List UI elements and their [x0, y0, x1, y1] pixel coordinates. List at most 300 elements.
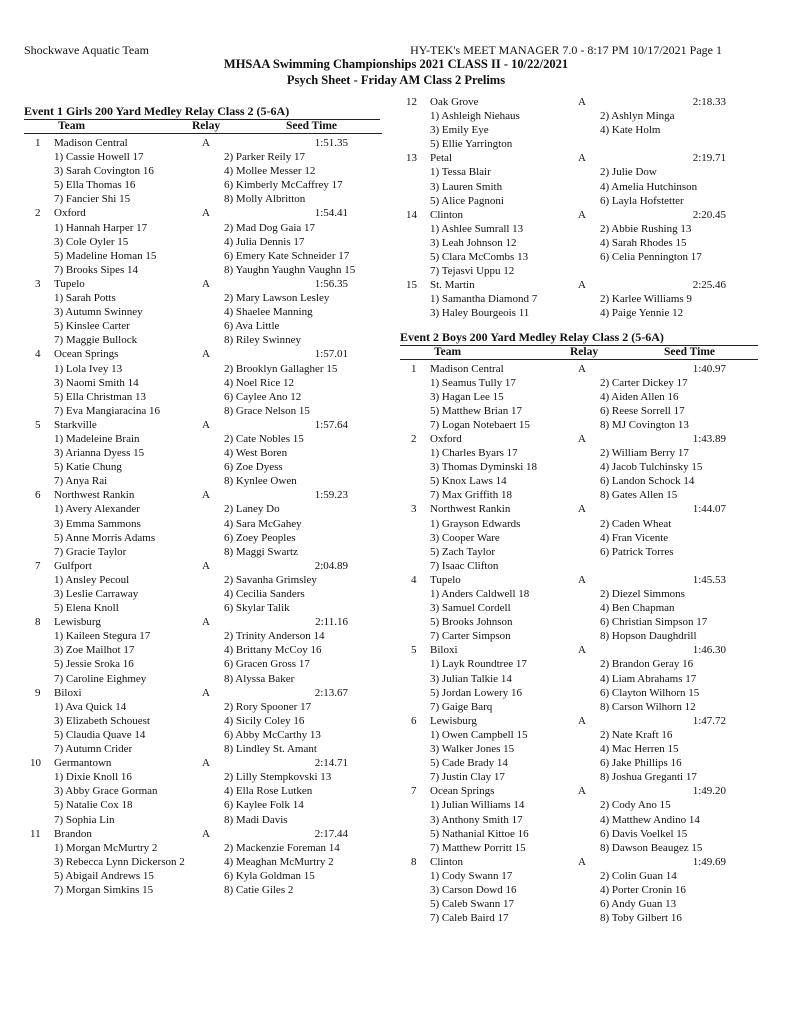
- swimmer-name: 3) Zoe Mailhot 17: [54, 644, 135, 657]
- relay-entry-row: [24, 615, 380, 629]
- col-seed-header: Seed Time: [664, 345, 716, 358]
- swimmer-name: 3) Hagan Lee 15: [430, 390, 504, 403]
- swimmer-row: [400, 545, 758, 559]
- entry-place: 12: [406, 96, 417, 108]
- entry-relay: A: [202, 686, 210, 699]
- swimmer-name: 6) Skylar Talik: [224, 602, 290, 615]
- swimmer-name: 1) Ashlee Sumrall 13: [430, 222, 524, 235]
- swimmer-name: 8) Joshua Greganti 17: [600, 771, 697, 784]
- swimmer-name: 8) Hopson Daughdrill: [600, 630, 697, 643]
- swimmer-name: 1) Lola Ivey 13: [54, 362, 123, 375]
- entry-team: Starkville: [54, 418, 97, 431]
- swimmer-row: [400, 911, 758, 925]
- entry-place: 2: [35, 207, 41, 220]
- swimmer-row: [24, 798, 380, 812]
- entry-relay: A: [202, 559, 210, 572]
- entry-team: St. Martin: [430, 279, 475, 292]
- swimmer-name: 1) Hannah Harper 17: [54, 221, 148, 234]
- swimmer-row: [24, 657, 380, 671]
- swimmer-name: 2) Lilly Stempkovski 13: [224, 771, 332, 784]
- swimmer-row: [24, 700, 380, 714]
- swimmer-name: 6) Reese Sorrell 17: [600, 404, 685, 417]
- entry-relay: A: [578, 503, 586, 516]
- swimmer-name: 6) Emery Kate Schneider 17: [224, 249, 350, 262]
- swimmer-row: [24, 742, 380, 756]
- entry-place: 8: [411, 855, 417, 868]
- swimmer-row: [24, 545, 380, 559]
- swimmer-name: 4) Brittany McCoy 16: [224, 644, 322, 657]
- col-seed-header: Seed Time: [286, 120, 338, 132]
- relay-entry-row: [400, 208, 758, 222]
- col-team-header: Team: [58, 120, 86, 132]
- swimmer-row: [24, 474, 380, 488]
- swimmer-row: [400, 897, 758, 911]
- swimmer-name: 7) Max Griffith 18: [430, 489, 512, 502]
- swimmer-row: [400, 194, 758, 208]
- swimmer-name: 6) Patrick Torres: [600, 545, 674, 558]
- event2-entries: [400, 362, 758, 926]
- event1-entries-right: [400, 95, 758, 321]
- swimmer-name: 6) Davis Voelkel 15: [600, 827, 688, 840]
- entry-place: 4: [35, 348, 41, 361]
- entry-seed-time: 2:11.16: [315, 616, 348, 629]
- swimmer-name: 5) Ella Christman 13: [54, 390, 146, 403]
- entry-seed-time: 1:57.01: [314, 348, 348, 361]
- swimmer-name: 2) Colin Guan 14: [600, 869, 677, 882]
- swimmer-row: [400, 404, 758, 418]
- entry-place: 5: [411, 644, 417, 657]
- swimmer-row: [24, 235, 380, 249]
- swimmer-row: [400, 376, 758, 390]
- swimmer-row: [24, 714, 380, 728]
- swimmer-row: [24, 164, 380, 178]
- entry-place: 14: [406, 208, 417, 221]
- swimmer-row: [24, 291, 380, 305]
- entry-relay: A: [202, 616, 210, 629]
- swimmer-name: 6) Jake Phillips 16: [600, 757, 682, 770]
- swimmer-row: [400, 390, 758, 404]
- swimmer-row: [24, 376, 380, 390]
- relay-entry-row: [400, 362, 758, 376]
- swimmer-row: [400, 770, 758, 784]
- event2-column-headers: [400, 346, 758, 359]
- entry-place: 7: [411, 785, 417, 798]
- entry-relay: A: [202, 277, 210, 290]
- swimmer-row: [400, 123, 758, 137]
- swimmer-name: 1) Kaileen Stegura 17: [54, 630, 151, 643]
- swimmer-row: [400, 264, 758, 278]
- swimmer-name: 7) Caroline Eighmey: [54, 672, 147, 685]
- swimmer-name: 4) Liam Abrahams 17: [600, 672, 697, 685]
- swimmer-row: [400, 109, 758, 123]
- swimmer-row: [24, 770, 380, 784]
- swimmer-row: [24, 629, 380, 643]
- swimmer-name: 2) Karlee Williams 9: [600, 293, 692, 306]
- entry-team: Northwest Rankin: [430, 503, 511, 516]
- swimmer-name: 6) Zoey Peoples: [224, 531, 296, 544]
- swimmer-name: 3) Arianna Dyess 15: [54, 447, 145, 460]
- swimmer-row: [24, 587, 380, 601]
- relay-entry-row: [24, 686, 380, 700]
- entry-seed-time: 1:57.64: [314, 418, 348, 431]
- swimmer-name: 4) Shaelee Manning: [224, 306, 313, 319]
- swimmer-row: [24, 333, 380, 347]
- swimmer-name: 1) Tessa Blair: [430, 166, 491, 179]
- swimmer-name: 2) Trinity Anderson 14: [224, 630, 325, 643]
- entry-team: Clinton: [430, 208, 464, 221]
- swimmer-name: 4) Sarah Rhodes 15: [600, 236, 687, 249]
- swimmer-name: 3) Naomi Smith 14: [54, 376, 139, 389]
- swimmer-name: 1) Sarah Potts: [54, 292, 116, 305]
- swimmer-name: 4) Fran Vicente: [600, 531, 669, 544]
- swimmer-name: 6) Kaylee Folk 14: [224, 799, 304, 812]
- swimmer-name: 3) Leah Johnson 12: [430, 236, 517, 249]
- swimmer-row: [400, 531, 758, 545]
- swimmer-name: 7) Justin Clay 17: [430, 771, 505, 784]
- relay-entry-row: [24, 827, 380, 841]
- relay-entry-row: [24, 347, 380, 361]
- swimmer-name: 6) Kyla Goldman 15: [224, 869, 315, 882]
- swimmer-row: [400, 615, 758, 629]
- swimmer-name: 3) Haley Bourgeois 11: [430, 307, 530, 320]
- swimmer-name: 7) Gracie Taylor: [54, 545, 127, 558]
- entry-team: Petal: [430, 152, 452, 165]
- swimmer-name: 2) Carter Dickey 17: [600, 376, 688, 389]
- swimmer-name: 6) Layla Hofstetter: [600, 194, 684, 207]
- swimmer-name: 3) Autumn Swinney: [54, 306, 143, 319]
- swimmer-name: 1) Cody Swann 17: [430, 869, 513, 882]
- swimmer-row: [24, 601, 380, 615]
- swimmer-row: [24, 221, 380, 235]
- swimmer-row: [24, 517, 380, 531]
- swimmer-name: 5) Clara McCombs 13: [430, 251, 529, 264]
- relay-entry-row: [24, 418, 380, 432]
- swimmer-row: [400, 222, 758, 236]
- swimmer-name: 6) Andy Guan 13: [600, 898, 677, 911]
- entry-seed-time: 1:54.41: [314, 207, 348, 220]
- swimmer-row: [400, 841, 758, 855]
- relay-entry-row: [400, 502, 758, 516]
- swimmer-name: 2) Brooklyn Gallagher 15: [224, 362, 338, 375]
- swimmer-name: 7) Brooks Sipes 14: [54, 263, 139, 276]
- swimmer-row: [400, 700, 758, 714]
- swimmer-name: 1) Dixie Knoll 16: [54, 771, 132, 784]
- entry-relay: A: [578, 785, 586, 798]
- swimmer-name: 2) Cate Nobles 15: [224, 432, 304, 445]
- swimmer-name: 5) Katie Chung: [54, 461, 122, 474]
- swimmer-name: 4) Aiden Allen 16: [600, 390, 679, 403]
- entry-relay: A: [578, 644, 586, 657]
- entry-relay: A: [202, 137, 210, 149]
- swimmer-name: 5) Caleb Swann 17: [430, 898, 515, 911]
- swimmer-name: 7) Autumn Crider: [54, 743, 133, 756]
- swimmer-name: 8) Catie Giles 2: [224, 883, 294, 896]
- swimmer-name: 8) Kynlee Owen: [224, 475, 297, 488]
- swimmer-row: [24, 150, 380, 164]
- swimmer-name: 2) Mary Lawson Lesley: [224, 292, 330, 305]
- relay-entry-row: [400, 714, 758, 728]
- swimmer-row: [24, 573, 380, 587]
- swimmer-name: 1) Ashleigh Niehaus: [430, 110, 520, 123]
- swimmer-name: 2) Parker Reily 17: [224, 151, 305, 164]
- swimmer-name: 3) Cooper Ware: [430, 531, 500, 544]
- entry-team: Lewisburg: [54, 616, 101, 629]
- swimmer-name: 7) Fancier Shi 15: [54, 193, 131, 206]
- swimmer-name: 5) Madeline Homan 15: [54, 249, 157, 262]
- swimmer-row: [24, 855, 380, 869]
- relay-entry-row: [400, 432, 758, 446]
- swimmer-row: [400, 165, 758, 179]
- swimmer-name: 1) Cassie Howell 17: [54, 151, 144, 164]
- entry-seed-time: 1:49.69: [692, 855, 726, 868]
- swimmer-name: 4) Sicily Coley 16: [224, 714, 305, 727]
- swimmer-name: 2) Abbie Rushing 13: [600, 222, 692, 235]
- swimmer-name: 7) Maggie Bullock: [54, 334, 138, 347]
- entry-seed-time: 1:43.89: [692, 432, 726, 445]
- swimmer-row: [400, 672, 758, 686]
- entry-seed-time: 1:40.97: [692, 362, 726, 375]
- relay-entry-row: [400, 278, 758, 292]
- swimmer-name: 1) Seamus Tully 17: [430, 376, 516, 389]
- report-header-software: HY-TEK's MEET MANAGER 7.0 - 8:17 PM 10/17/2021 Page 1: [410, 43, 722, 57]
- entry-seed-time: 1:59.23: [314, 489, 348, 502]
- entry-seed-time: 2:20.45: [692, 208, 726, 221]
- entry-team: Brandon: [54, 827, 92, 840]
- swimmer-name: 3) Leslie Carraway: [54, 588, 139, 600]
- swimmer-row: [24, 390, 380, 404]
- swimmer-name: 3) Sarah Covington 16: [54, 165, 154, 178]
- swimmer-row: [400, 292, 758, 306]
- swimmer-row: [24, 446, 380, 460]
- entry-relay: A: [578, 432, 586, 445]
- swimmer-name: 2) Rory Spooner 17: [224, 700, 312, 713]
- swimmer-row: [400, 742, 758, 756]
- entry-place: 2: [411, 432, 417, 445]
- entry-relay: A: [578, 855, 586, 868]
- swimmer-name: 8) Dawson Beaugez 15: [600, 841, 703, 854]
- swimmer-name: 1) Ava Quick 14: [54, 700, 127, 713]
- swimmer-name: 8) Alyssa Baker: [224, 672, 295, 685]
- swimmer-row: [24, 404, 380, 418]
- swimmer-row: [24, 728, 380, 742]
- swimmer-name: 3) Emily Eye: [430, 124, 489, 137]
- swimmer-row: [24, 643, 380, 657]
- entry-seed-time: 1:46.30: [692, 644, 726, 657]
- swimmer-row: [400, 137, 758, 151]
- swimmer-row: [24, 869, 380, 883]
- entry-team: Biloxi: [430, 644, 458, 657]
- col-relay-header: Relay: [570, 345, 599, 358]
- relay-entry-row: [24, 206, 380, 220]
- swimmer-name: 2) Laney Do: [224, 503, 280, 516]
- swimmer-name: 5) Knox Laws 14: [430, 475, 507, 488]
- swimmer-name: 4) Mollee Messer 12: [224, 165, 316, 178]
- entry-relay: A: [578, 279, 586, 292]
- entry-seed-time: 2:14.71: [314, 757, 348, 770]
- relay-entry-row: [24, 277, 380, 291]
- entry-relay: A: [202, 207, 210, 220]
- swimmer-name: 4) Matthew Andino 14: [600, 813, 700, 826]
- swimmer-name: 4) Sara McGahey: [224, 517, 302, 530]
- event2-header-rule: [400, 359, 758, 360]
- swimmer-row: [400, 686, 758, 700]
- swimmer-row: [24, 813, 380, 827]
- entry-team: Oxford: [54, 207, 86, 220]
- swimmer-name: 2) Cody Ano 15: [600, 799, 671, 812]
- swimmer-row: [400, 883, 758, 897]
- left-column: [24, 104, 380, 897]
- swimmer-name: 5) Brooks Johnson: [430, 616, 513, 629]
- entry-relay: A: [578, 96, 586, 108]
- entry-team: Northwest Rankin: [54, 489, 135, 502]
- swimmer-name: 3) Samuel Cordell: [430, 602, 511, 615]
- entry-place: 10: [30, 757, 41, 770]
- swimmer-name: 2) Savanha Grimsley: [224, 573, 317, 586]
- swimmer-name: 5) Ellie Yarrington: [430, 138, 513, 151]
- entry-relay: A: [202, 489, 210, 502]
- entry-place: 1: [35, 137, 41, 149]
- entry-team: Tupelo: [430, 573, 461, 586]
- swimmer-name: 2) Diezel Simmons: [600, 588, 685, 600]
- event2-title: Event 2 Boys 200 Yard Medley Relay Class 2 (5-6A): [400, 329, 664, 344]
- entry-place: 6: [35, 489, 41, 502]
- entry-seed-time: 2:19.71: [692, 152, 726, 165]
- swimmer-name: 1) Madeleine Brain: [54, 432, 140, 445]
- swimmer-name: 3) Lauren Smith: [430, 180, 503, 193]
- swimmer-name: 2) Julie Dow: [600, 166, 657, 179]
- entry-place: 8: [35, 616, 41, 629]
- entry-team: Gulfport: [54, 559, 92, 572]
- swimmer-row: [24, 362, 380, 376]
- report-header-team: Shockwave Aquatic Team: [24, 43, 149, 57]
- swimmer-name: 5) Jessie Sroka 16: [54, 658, 134, 671]
- psych-sheet-subtitle: Psych Sheet - Friday AM Class 2 Prelims: [286, 73, 506, 87]
- swimmer-name: 1) Anders Caldwell 18: [430, 588, 530, 600]
- entry-seed-time: 1:47.72: [692, 714, 726, 727]
- swimmer-name: 1) Ansley Pecoul: [54, 573, 130, 586]
- entry-place: 9: [35, 686, 41, 699]
- entry-relay: A: [578, 573, 586, 586]
- entry-relay: A: [202, 348, 210, 361]
- swimmer-name: 1) Avery Alexander: [54, 503, 140, 516]
- event1-title: Event 1 Girls 200 Yard Medley Relay Class 2 (5-6A): [24, 104, 290, 118]
- swimmer-name: 1) Owen Campbell 15: [430, 728, 528, 741]
- swimmer-name: 4) Kate Holm: [600, 124, 661, 137]
- swimmer-row: [400, 559, 758, 573]
- col-relay-header: Relay: [192, 120, 221, 132]
- swimmer-row: [400, 813, 758, 827]
- swimmer-row: [400, 756, 758, 770]
- swimmer-row: [400, 629, 758, 643]
- swimmer-row: [400, 587, 758, 601]
- swimmer-name: 1) Charles Byars 17: [430, 447, 518, 460]
- swimmer-row: [400, 869, 758, 883]
- swimmer-name: 8) Riley Swinney: [224, 334, 301, 347]
- swimmer-name: 3) Emma Sammons: [54, 517, 141, 530]
- swimmer-name: 3) Walker Jones 15: [430, 743, 515, 756]
- swimmer-name: 6) Gracen Gross 17: [224, 658, 310, 671]
- right-column: [400, 95, 758, 925]
- entry-team: Ocean Springs: [54, 348, 119, 361]
- swimmer-name: 2) Mad Dog Gaia 17: [224, 221, 316, 234]
- swimmer-name: 7) Gaige Barq: [430, 700, 493, 713]
- swimmer-name: 7) Isaac Clifton: [430, 559, 499, 572]
- entry-team: Madison Central: [430, 362, 504, 375]
- swimmer-name: 6) Abby McCarthy 13: [224, 728, 321, 741]
- swimmer-name: 4) West Boren: [224, 447, 288, 460]
- swimmer-row: [24, 178, 380, 192]
- swimmer-name: 2) William Berry 17: [600, 447, 689, 460]
- swimmer-name: 5) Anne Morris Adams: [54, 531, 156, 544]
- swimmer-name: 6) Celia Pennington 17: [600, 251, 702, 264]
- swimmer-name: 1) Morgan McMurtry 2: [54, 841, 158, 854]
- swimmer-name: 4) Mac Herren 15: [600, 743, 679, 756]
- swimmer-name: 8) Yaughn Yaughn Vaughn 15: [224, 263, 356, 276]
- swimmer-name: 5) Cade Brady 14: [430, 757, 508, 770]
- entry-place: 15: [406, 279, 417, 292]
- swimmer-row: [400, 798, 758, 812]
- entry-team: Biloxi: [54, 686, 82, 699]
- entry-place: 6: [411, 714, 417, 727]
- swimmer-name: 5) Natalie Cox 18: [54, 799, 133, 812]
- entry-relay: A: [578, 362, 586, 375]
- entry-seed-time: 1:51.35: [314, 137, 348, 149]
- swimmer-name: 5) Nathanial Kittoe 16: [430, 827, 529, 840]
- entry-seed-time: 1:44.07: [692, 503, 726, 516]
- swimmer-name: 2) Ashlyn Minga: [600, 110, 675, 123]
- entry-place: 5: [35, 418, 41, 431]
- swimmer-row: [400, 460, 758, 474]
- swimmer-name: 4) Cecilia Sanders: [224, 588, 305, 600]
- swimmer-name: 4) Jacob Tulchinsky 15: [600, 461, 703, 474]
- swimmer-row: [400, 474, 758, 488]
- swimmer-name: 8) Maggi Swartz: [224, 545, 298, 558]
- relay-entry-row: [400, 784, 758, 798]
- entry-seed-time: 2:13.67: [314, 686, 348, 699]
- swimmer-name: 1) Layk Roundtree 17: [430, 658, 527, 671]
- entry-team: Oxford: [430, 432, 462, 445]
- swimmer-name: 8) Toby Gilbert 16: [600, 912, 682, 925]
- entry-team: Oak Grove: [430, 96, 479, 108]
- swimmer-row: [24, 784, 380, 798]
- entry-seed-time: 2:25.46: [692, 279, 726, 292]
- swimmer-name: 7) Eva Mangiaracina 16: [54, 404, 160, 417]
- swimmer-name: 8) Madi Davis: [224, 813, 288, 826]
- swimmer-name: 5) Abigail Andrews 15: [54, 869, 154, 882]
- relay-entry-row: [400, 573, 758, 587]
- swimmer-name: 3) Anthony Smith 17: [430, 813, 523, 826]
- swimmer-name: 8) Molly Albritton: [224, 193, 306, 206]
- swimmer-row: [24, 883, 380, 897]
- relay-entry-row: [400, 643, 758, 657]
- entry-seed-time: 1:49.20: [692, 785, 726, 798]
- swimmer-name: 5) Kinslee Carter: [54, 320, 130, 333]
- swimmer-name: 5) Jordan Lowery 16: [430, 686, 522, 699]
- meet-title: MHSAA Swimming Championships 2021 CLASS II - 10/22/2021: [223, 57, 569, 71]
- swimmer-name: 8) Grace Nelson 15: [224, 404, 310, 417]
- relay-entry-row: [24, 488, 380, 502]
- swimmer-name: 6) Kimberly McCaffrey 17: [224, 179, 343, 192]
- entry-team: Madison Central: [54, 137, 128, 149]
- swimmer-name: 3) Julian Talkie 14: [430, 672, 512, 685]
- swimmer-name: 5) Matthew Brian 17: [430, 404, 522, 417]
- swimmer-row: [24, 460, 380, 474]
- swimmer-name: 4) Amelia Hutchinson: [600, 180, 698, 193]
- swimmer-row: [400, 306, 758, 320]
- swimmer-row: [400, 517, 758, 531]
- swimmer-name: 7) Matthew Porritt 15: [430, 841, 526, 854]
- swimmer-row: [400, 488, 758, 502]
